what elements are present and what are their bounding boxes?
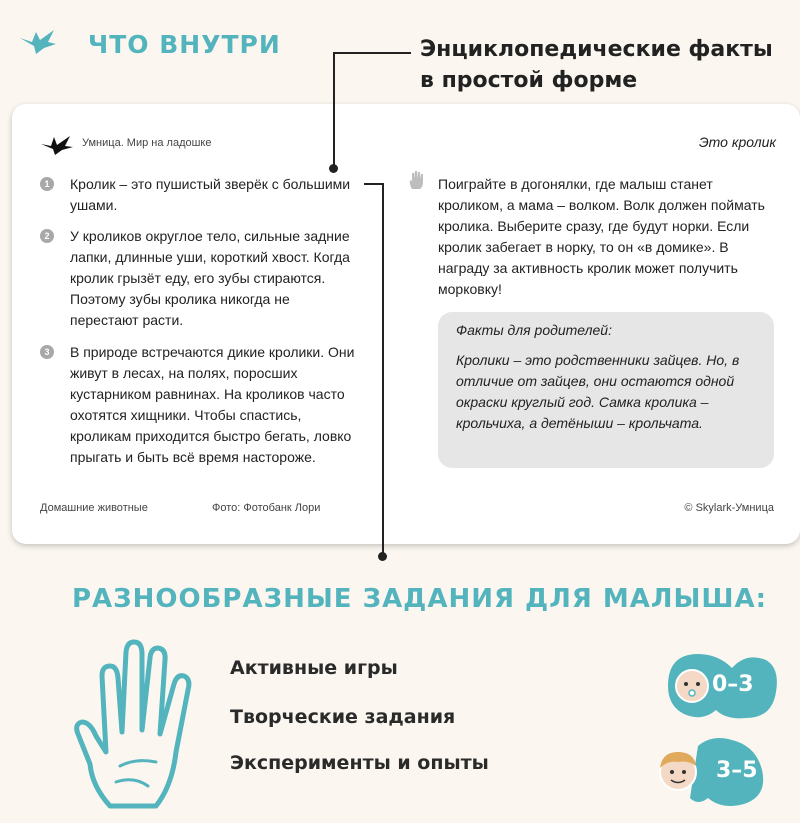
bird-logo-icon [40, 134, 74, 156]
age-label: 0–3 [712, 672, 754, 697]
fact-item [40, 226, 360, 331]
hand-icon [408, 170, 426, 190]
fact-item [40, 174, 360, 216]
fact-number: 1 [40, 177, 54, 191]
page-title: Это кролик [698, 134, 776, 150]
connector-line [382, 183, 384, 556]
hand-outline-icon [70, 636, 210, 812]
task-item: Творческие задания [230, 706, 456, 728]
connector-dot [378, 552, 387, 561]
brand-name: Умница. Мир на ладошке [82, 137, 212, 149]
connector-line [364, 183, 384, 185]
fact-text: У кроликов округлое тело, сильные задние лапки, длинные уши, короткий хвост. Когда кролик грызёт еду, его зубы стираются. Поэтому зубы кролика никогда не перестают расти. [70, 228, 350, 328]
callout-line-1: Энциклопедические факты [420, 37, 773, 62]
child-face-icon [660, 752, 696, 790]
connector-line [333, 52, 335, 168]
connector-line [333, 52, 411, 54]
callout-text [420, 34, 773, 96]
tasks-title: РАЗНООБРАЗНЫЕ ЗАДАНИЯ ДЛЯ МАЛЫША: [72, 584, 768, 614]
fact-text: Кролик – это пушистый зверёк с большими ушами. [70, 176, 351, 213]
parents-facts-text: Кролики – это родственники зайцев. Но, в отличие от зайцев, они остаются одной окраски круглый год. Самка кролика – крольчиха, а детёныши – крольчата. [456, 352, 740, 431]
baby-face-icon [676, 670, 708, 702]
age-label: 3–5 [716, 758, 758, 783]
fact-number: 2 [40, 229, 54, 243]
footer-photo-credit: Фото: Фотобанк Лори [212, 502, 321, 514]
parents-facts-title: Факты для родителей: [456, 322, 612, 338]
connector-dot [329, 164, 338, 173]
bird-logo-icon [18, 24, 58, 56]
fact-text: В природе встречаются дикие кролики. Они живут в лесах, на полях, поросших кустарником равнинах. На кроликов часто охотятся хищники. Чтобы спастись, кроликам приходится быстро бегать, ловко прыгать и быть всё время настороже. [70, 344, 355, 465]
callout-line-2: в простой форме [420, 68, 638, 93]
fact-number: 3 [40, 345, 54, 359]
game-text: Поиграйте в догонялки, где малыш станет кроликом, а мама – волком. Волк должен поймать кролика. Выберите сразу, где будут норки. Если кролик забегает в норку, то он «в домике». В награду за активность кролик может получить морковку! [438, 176, 765, 297]
fact-item [40, 342, 360, 468]
task-item: Активные игры [230, 657, 398, 679]
section-title: ЧТО ВНУТРИ [88, 30, 281, 59]
task-item: Эксперименты и опыты [230, 752, 489, 774]
footer-category: Домашние животные [40, 502, 148, 514]
footer-copyright: © Skylark-Умница [684, 502, 774, 514]
